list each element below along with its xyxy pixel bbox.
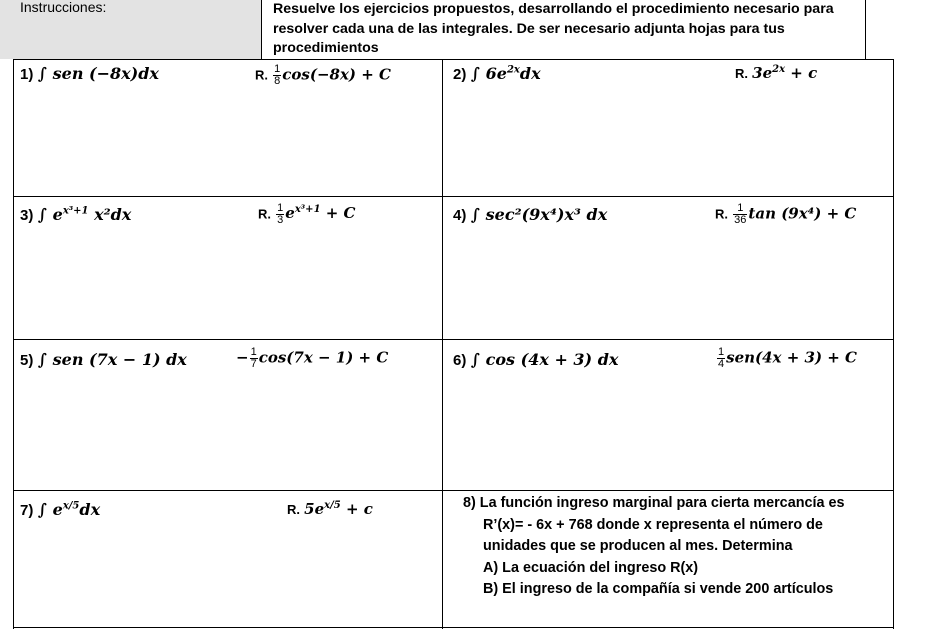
answer-6 xyxy=(716,347,857,370)
problem-number: 2) xyxy=(453,66,467,83)
problem-8-part-b: B) El ingreso de la compañía si vende 200 artículos xyxy=(483,581,834,597)
fraction-denominator: 36 xyxy=(734,214,747,226)
answer-expression: tan (9x⁴) + C xyxy=(748,204,857,223)
problem-8-line1: R’(x)= - 6x + 768 donde x representa el número de xyxy=(483,516,823,533)
fraction-numerator: 1 xyxy=(733,203,747,215)
problem-8 xyxy=(463,493,893,601)
instructions-text: Resuelve los ejercicios propuestos, desarrollando el procedimiento necesario para resolver cada una de las integrales. De ser necesario adjunta hojas para tus procedimientos xyxy=(273,1,834,56)
answer-prefix: R. xyxy=(258,206,271,222)
integral-expression: ∫ sen (−8x)dx xyxy=(37,64,159,83)
answer-3 xyxy=(258,203,355,226)
problem-number: 1) xyxy=(20,66,34,83)
problem-8-line2: unidades que se producen al mes. Determina xyxy=(483,538,793,554)
grid-line-row2 xyxy=(13,196,894,197)
answer-prefix: R. xyxy=(715,206,728,222)
answer-expression: $5e^{x/5} + c$ xyxy=(304,500,373,518)
answer-sign: − xyxy=(236,348,249,367)
answer-prefix: R. xyxy=(255,67,268,83)
problem-2 xyxy=(453,64,541,84)
answer-4 xyxy=(715,203,856,226)
problem-number: 4) xyxy=(453,207,467,224)
problem-8-title: 8) La función ingreso marginal para cierta mercancía es xyxy=(463,495,845,511)
grid-line-row3 xyxy=(13,339,894,340)
answer-expression: sen(4x + 3) + C xyxy=(726,348,857,367)
integral-expression: ∫ $6e^{2x}dx$ xyxy=(470,64,541,83)
header-divider xyxy=(865,0,866,59)
problem-7 xyxy=(20,500,100,520)
integral-expression: ∫ $e^{x/5}dx$ xyxy=(37,500,101,519)
problem-6 xyxy=(453,350,618,370)
fraction-numerator: 1 xyxy=(718,346,725,358)
problem-number: 6) xyxy=(453,352,467,369)
answer-expression: cos(−8x) + C xyxy=(282,65,391,84)
answer-5 xyxy=(236,347,388,370)
problem-8-part-a: A) La ecuación del ingreso R(x) xyxy=(483,559,699,576)
grid-line-top xyxy=(13,59,894,60)
answer-expression: cos(7x − 1) + C xyxy=(258,348,389,367)
grid-line-right xyxy=(893,59,894,629)
integral-expression: ∫ cos (4x + 3) dx xyxy=(470,350,619,369)
answer-expression: $3e^{2x} + c$ xyxy=(752,64,818,82)
fraction-numerator: 1 xyxy=(274,63,281,75)
fraction-denominator: 3 xyxy=(277,214,284,226)
problem-number: 5) xyxy=(20,352,34,369)
problem-1 xyxy=(20,64,159,84)
grid-line-middle xyxy=(442,59,443,629)
fraction-numerator: 1 xyxy=(250,346,257,358)
grid-line-bottom xyxy=(13,627,894,628)
problem-3 xyxy=(20,205,131,225)
integral-expression: ∫ $e^{x^3+1}$ x²dx xyxy=(37,205,132,224)
grid-line-left xyxy=(13,59,14,629)
answer-prefix: R. xyxy=(287,502,300,517)
fraction-numerator: 1 xyxy=(277,202,284,214)
grid-line-row4 xyxy=(13,490,894,491)
instructions-label-text: Instrucciones: xyxy=(20,0,107,15)
answer-7 xyxy=(287,500,373,518)
problem-5 xyxy=(20,350,187,370)
problem-number: 3) xyxy=(20,207,34,224)
integral-expression: ∫ sen (7x − 1) dx xyxy=(37,350,187,369)
fraction-denominator: 4 xyxy=(718,358,725,370)
problem-4 xyxy=(453,205,607,225)
answer-expression: $e^{x^3+1} + C$ xyxy=(285,204,356,223)
problem-number: 7) xyxy=(20,502,34,519)
fraction-denominator: 8 xyxy=(274,75,281,87)
integral-expression: ∫ sec²(9x⁴)x³ dx xyxy=(470,205,608,224)
answer-prefix: R. xyxy=(735,66,748,81)
fraction-denominator: 7 xyxy=(250,358,257,370)
instructions-label xyxy=(0,0,262,59)
answer-2 xyxy=(735,64,817,82)
answer-1 xyxy=(255,64,391,87)
